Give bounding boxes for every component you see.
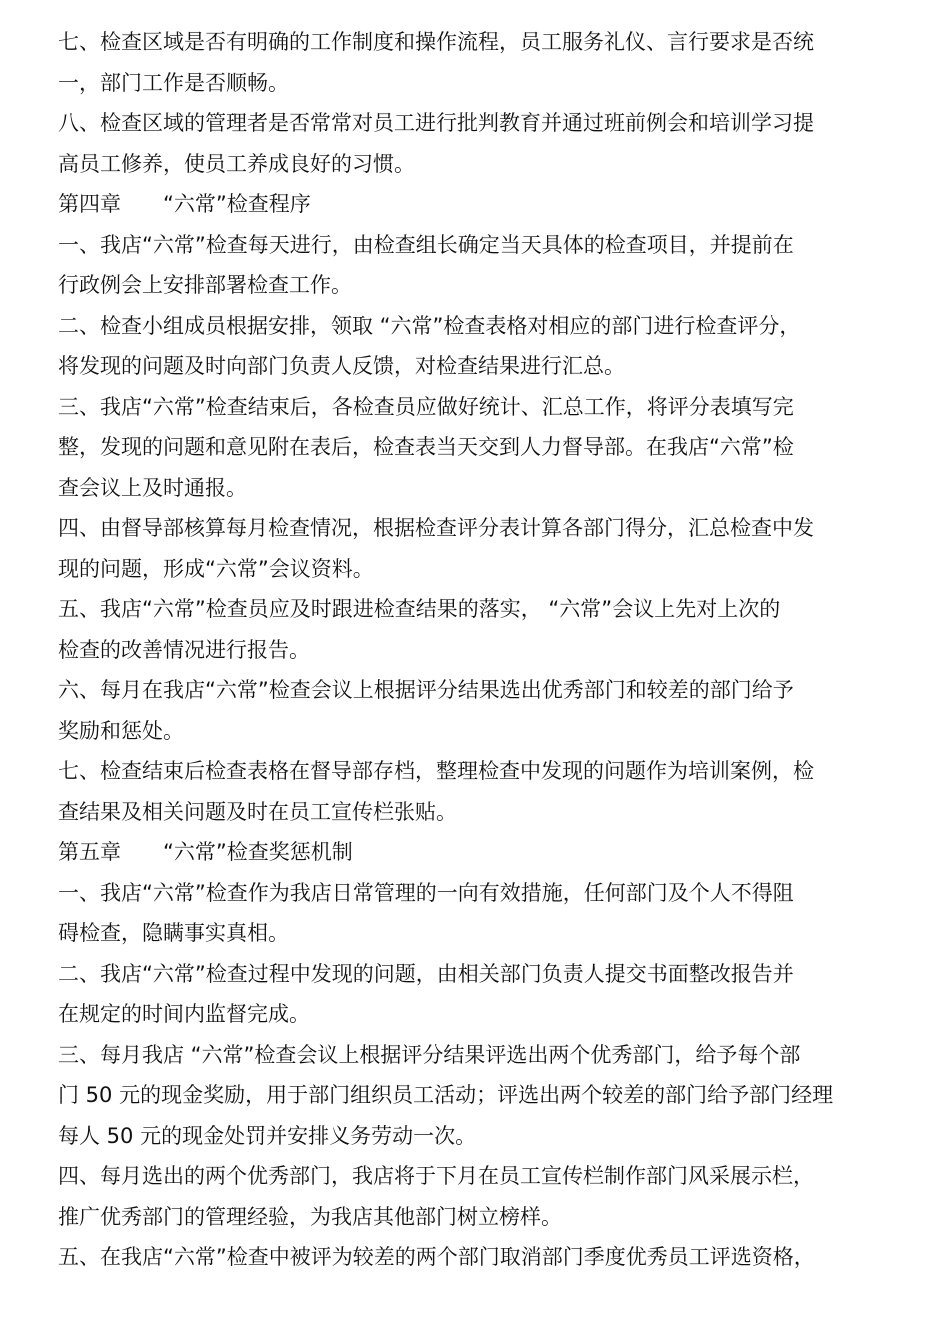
paragraph-line: 三、每月我店 “六常”检查会议上根据评分结果评选出两个优秀部门，给予每个部	[58, 1042, 801, 1067]
chapter-heading: 第四章 “六常”检查程序	[58, 192, 311, 216]
paragraph-line: 七、检查结束后检查表格在督导部存档，整理检查中发现的问题作为培训案例，检	[58, 759, 814, 783]
paragraph-line: 一，部门工作是否顺畅。	[58, 70, 289, 95]
paragraph-line: 三、我店“六常”检查结束后，各检查员应做好统计、汇总工作，将评分表填写完	[58, 394, 794, 419]
paragraph-line: 六、每月在我店“六常”检查会议上根据评分结果选出优秀部门和较差的部门给予	[58, 678, 794, 702]
paragraph-line: 门 50 元的现金奖励，用于部门组织员工活动；评选出两个较差的部门给予部门经理	[58, 1083, 834, 1107]
paragraph-line: 将发现的问题及时向部门负责人反馈，对检查结果进行汇总。	[58, 354, 625, 378]
paragraph-line: 碍检查，隐瞒事实真相。	[58, 921, 289, 945]
paragraph-line: 每人 50 元的现金处罚并安排义务劳动一次。	[58, 1123, 477, 1148]
paragraph-line: 四、由督导部核算每月检查情况，根据检查评分表计算各部门得分，汇总检查中发	[58, 516, 814, 540]
document-body	[58, 22, 888, 1278]
paragraph-line: 五、在我店“六常”检查中被评为较差的两个部门取消部门季度优秀员工评选资格，	[58, 1245, 815, 1269]
paragraph-line: 高员工修养，使员工养成良好的习惯。	[58, 151, 415, 176]
chapter-heading: 第五章 “六常”检查奖惩机制	[58, 840, 353, 864]
paragraph-line: 一、我店“六常”检查作为我店日常管理的一向有效措施，任何部门及个人不得阻	[58, 880, 794, 905]
paragraph-line: 二、检查小组成员根据安排，领取 “六常”检查表格对相应的部门进行检查评分，	[58, 313, 801, 338]
paragraph-line: 八、检查区域的管理者是否常常对员工进行批判教育并通过班前例会和培训学习提	[58, 111, 814, 135]
paragraph-line: 四、每月选出的两个优秀部门，我店将于下月在员工宣传栏制作部门风采展示栏，	[58, 1164, 814, 1188]
paragraph-line: 查会议上及时通报。	[58, 475, 247, 500]
paragraph-line: 五、我店“六常”检查员应及时跟进检查结果的落实， “六常”会议上先对上次的	[58, 597, 781, 621]
paragraph-line: 现的问题，形成“六常”会议资料。	[58, 556, 374, 581]
paragraph-line: 查结果及相关问题及时在员工宣传栏张贴。	[58, 799, 457, 824]
paragraph-line: 推广优秀部门的管理经验，为我店其他部门树立榜样。	[58, 1204, 562, 1229]
paragraph-line: 一、我店“六常”检查每天进行，由检查组长确定当天具体的检查项目，并提前在	[58, 232, 794, 257]
paragraph-line: 在规定的时间内监督完成。	[58, 1002, 310, 1026]
paragraph-line: 整，发现的问题和意见附在表后，检查表当天交到人力督导部。在我店“六常”检	[58, 435, 794, 459]
paragraph-line: 行政例会上安排部署检查工作。	[58, 273, 352, 297]
paragraph-line: 检查的改善情况进行报告。	[58, 637, 310, 662]
paragraph-line: 二、我店“六常”检查过程中发现的问题，由相关部门负责人提交书面整改报告并	[58, 961, 794, 986]
paragraph-line: 奖励和惩处。	[58, 718, 184, 743]
paragraph-line: 七、检查区域是否有明确的工作制度和操作流程，员工服务礼仪、言行要求是否统	[58, 30, 814, 54]
